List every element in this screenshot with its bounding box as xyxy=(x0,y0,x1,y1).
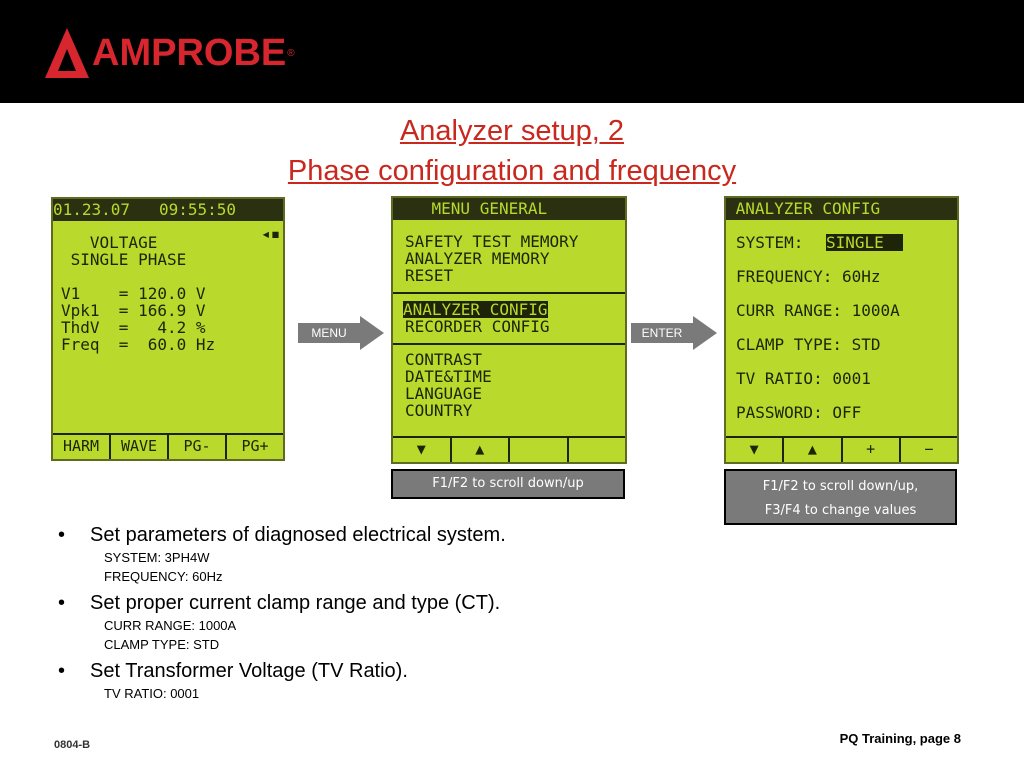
lcd-config-title: ANALYZER CONFIG xyxy=(726,198,957,220)
system-value: SINGLE xyxy=(826,233,904,252)
menu-item: RESET xyxy=(405,266,454,285)
bullet-subitem: TV RATIO: 0001 xyxy=(104,686,200,701)
bullet-dot-icon: • xyxy=(58,524,66,546)
logo-triangle-icon xyxy=(44,27,90,79)
enter-arrow xyxy=(631,316,717,350)
amprobe-logo xyxy=(44,27,295,79)
plug-icon: ◂▪ xyxy=(261,224,281,243)
scroll-note xyxy=(391,469,625,499)
enter-arrow-label: ENTER xyxy=(631,323,693,343)
lcd-menu-title: MENU GENERAL xyxy=(393,198,625,220)
config-note-line2: F3/F4 to change values xyxy=(764,503,917,518)
f2-key-label: WAVE xyxy=(111,435,169,459)
arrow-head-icon xyxy=(693,316,717,350)
page-footer: PQ Training, page 8 xyxy=(839,731,961,746)
bullet-dot-icon: • xyxy=(58,660,66,682)
bullet-item xyxy=(54,522,754,548)
up-arrow-icon: ▲ xyxy=(452,438,511,462)
bullet-subitem: SYSTEM: 3PH4W xyxy=(104,550,210,565)
slide-title-line1: Analyzer setup, 2 xyxy=(399,115,625,147)
config-row: CLAMP TYPE: STD xyxy=(736,335,881,354)
lcd-line: Vpk1 = 166.9 V xyxy=(61,301,206,320)
bullet-text: Set Transformer Voltage (TV Ratio). xyxy=(90,660,408,682)
config-row: TV RATIO: 0001 xyxy=(736,369,871,388)
arrow-head-icon xyxy=(360,316,384,350)
bullet-subitem: FREQUENCY: 60Hz xyxy=(104,569,223,584)
function-key-bar xyxy=(726,436,957,462)
lcd-screen-menu-general xyxy=(391,196,627,464)
menu-separator xyxy=(393,343,625,345)
menu-item: ANALYZER MEMORY xyxy=(405,249,550,268)
bullet-item xyxy=(54,590,754,616)
down-arrow-icon: ▼ xyxy=(393,438,452,462)
lcd-line: ThdV = 4.2 % xyxy=(61,318,206,337)
config-note-line1: F1/F2 to scroll down/up, xyxy=(762,479,919,494)
menu-item: RECORDER CONFIG xyxy=(405,317,550,336)
system-label: SYSTEM: xyxy=(736,233,804,252)
document-code: 0804-B xyxy=(54,739,91,751)
bullet-text: Set parameters of diagnosed electrical system. xyxy=(90,524,506,546)
up-arrow-icon: ▲ xyxy=(784,438,842,462)
lcd-line: SINGLE PHASE xyxy=(61,250,187,269)
plus-icon: + xyxy=(843,438,901,462)
f3-key-label: PG- xyxy=(169,435,227,459)
bullet-dot-icon: • xyxy=(58,592,66,614)
bullet-list xyxy=(54,522,754,703)
bullet-item xyxy=(54,658,754,684)
registered-mark: ® xyxy=(287,47,295,59)
lcd-screen-voltage xyxy=(51,197,285,461)
menu-arrow-label: MENU xyxy=(298,323,360,343)
bullet-subitem: CLAMP TYPE: STD xyxy=(104,637,220,652)
menu-item: CONTRAST xyxy=(405,350,483,369)
lcd-screen-analyzer-config xyxy=(724,196,959,464)
menu-item-selected: ANALYZER CONFIG xyxy=(403,300,548,319)
bullet-subitem: CURR RANGE: 1000A xyxy=(104,618,237,633)
menu-item: DATE&TIME xyxy=(405,367,492,386)
function-key-bar xyxy=(393,436,625,462)
slide-title-line2: Phase configuration and frequency xyxy=(287,155,737,187)
minus-icon: − xyxy=(924,440,934,458)
lcd-line: Freq = 60.0 Hz xyxy=(61,335,216,354)
menu-item: COUNTRY xyxy=(405,401,473,420)
lcd-line: V1 = 120.0 V xyxy=(61,284,206,303)
bullet-text: Set proper current clamp range and type (CT). xyxy=(90,592,501,614)
down-arrow-icon: ▼ xyxy=(726,438,784,462)
f3-key-label xyxy=(510,438,569,462)
lcd-line: VOLTAGE xyxy=(61,233,158,252)
config-row: PASSWORD: OFF xyxy=(736,403,862,422)
menu-arrow xyxy=(298,316,384,350)
menu-item: SAFETY TEST MEMORY xyxy=(405,232,579,251)
function-key-bar xyxy=(53,433,283,459)
scroll-note-text: F1/F2 to scroll down/up xyxy=(432,476,584,491)
config-note xyxy=(724,469,957,525)
menu-separator xyxy=(393,292,625,294)
config-row: CURR RANGE: 1000A xyxy=(736,301,900,320)
header-bar xyxy=(0,0,1024,103)
logo-text: AMPROBE xyxy=(92,32,287,74)
f4-key-label: PG+ xyxy=(241,437,269,455)
config-row: FREQUENCY: 60Hz xyxy=(736,267,881,286)
lcd-date-time: 01.23.07 09:55:50 xyxy=(53,199,283,221)
f1-key-label: HARM xyxy=(53,435,111,459)
f4-key-label xyxy=(569,438,626,462)
menu-item: LANGUAGE xyxy=(405,384,483,403)
